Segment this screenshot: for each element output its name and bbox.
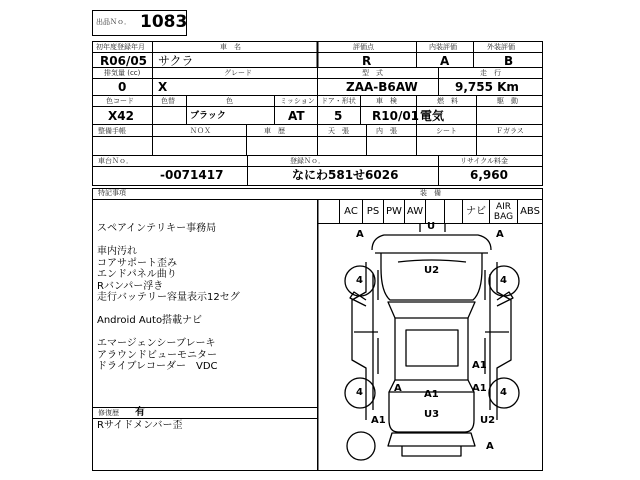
note-line: スペアインテリキー事務局	[97, 223, 217, 234]
displacement-value: 0	[118, 80, 127, 94]
recycle-value: 6,960	[470, 168, 508, 182]
repair-history-label: 修復歴	[98, 409, 119, 417]
note-line: Android Auto搭載ナビ	[97, 315, 203, 326]
damage-mark: U	[427, 221, 436, 232]
color-code-label: 色コード	[106, 97, 134, 105]
damage-mark: A	[486, 441, 494, 452]
damage-mark: A	[496, 229, 504, 240]
car-name-label: 車 名	[220, 43, 241, 51]
note-line	[97, 235, 315, 247]
mileage-value: 9,755 Km	[455, 80, 519, 94]
note-line: アラウンドビューモニター	[97, 349, 217, 361]
damage-mark: A1	[472, 360, 487, 371]
note-line: エマージェンシーブレーキ	[97, 338, 216, 349]
car-name-value: サクラ	[158, 54, 194, 68]
glass-label: Ｆガラス	[496, 127, 524, 135]
equipment-airbag: AIR BAG	[493, 202, 514, 222]
damage-mark: A1	[424, 389, 439, 400]
repair-note: Rサイドメンバー歪	[97, 420, 183, 431]
damage-mark: 4	[356, 275, 363, 286]
chassis-label: 車台Ｎｏ．	[98, 157, 133, 165]
history-label: 車 歴	[264, 127, 285, 135]
interior-trim-label: 内 張	[376, 127, 397, 135]
drive-label: 駆 動	[497, 97, 518, 105]
damage-mark: A	[394, 383, 402, 394]
note-line: 車内汚れ	[97, 246, 137, 257]
grade-label: グレード	[224, 69, 252, 77]
damage-mark: U3	[424, 409, 440, 420]
tone-label: 色替	[161, 97, 175, 105]
fuel-label: 燃 料	[437, 97, 458, 105]
doors-label: ドア・形状	[321, 97, 356, 105]
registration-label: 登録Ｎｏ．	[290, 157, 325, 165]
equipment-pw: PW	[386, 206, 402, 217]
damage-mark: A1	[371, 415, 386, 426]
maintenance-book-label: 整備手帳	[98, 127, 126, 135]
inspection-value: R10/01	[372, 109, 420, 123]
damage-mark: 4	[356, 387, 363, 398]
equipment-aw: AW	[406, 206, 424, 217]
seat-label: シート	[436, 127, 457, 135]
equipment-abs: ABS	[520, 206, 540, 217]
damage-mark: A	[356, 229, 364, 240]
notes-list	[97, 223, 315, 373]
nox-label: ＮＯＸ	[190, 127, 211, 135]
grade-value: X	[158, 80, 168, 94]
recycle-label: リサイクル料金	[460, 157, 509, 165]
color-value: ブラック	[190, 111, 226, 121]
note-line	[97, 327, 315, 339]
note-line: Rバンパー浮き	[97, 280, 164, 292]
color-label: 色	[226, 97, 233, 105]
interior-score-label: 内装評価	[429, 43, 457, 51]
transmission-value: AT	[288, 109, 305, 123]
damage-mark: 4	[500, 275, 507, 286]
damage-mark: A1	[472, 383, 487, 394]
damage-mark: U2	[424, 265, 440, 276]
score-value: R	[362, 54, 372, 68]
transmission-label: ミッション	[280, 97, 315, 105]
model-label: 型 式	[362, 69, 383, 77]
score-label: 評価点	[353, 43, 374, 51]
mileage-label: 走 行	[480, 69, 501, 77]
lot-label: 出品Ｎｏ．	[96, 18, 131, 26]
roof-label: 天 張	[328, 127, 349, 135]
repair-history-value: 有	[135, 407, 145, 418]
color-code-value: X42	[108, 109, 134, 123]
displacement-label: 排気量 (cc)	[104, 69, 141, 77]
note-line	[97, 304, 315, 316]
fuel-value: 電気	[420, 109, 445, 123]
exterior-score-label: 外装評価	[487, 43, 515, 51]
lot-number: 1083	[140, 12, 188, 32]
note-line: 走行バッテリー容量表示12セグ	[97, 292, 240, 303]
note-line: エンドパネル曲り	[97, 269, 177, 280]
model-value: ZAA-B6AW	[346, 80, 418, 94]
equipment-navi: ナビ	[466, 206, 486, 217]
chassis-value: -0071417	[160, 168, 224, 182]
first-registration-label: 初年度登録年月	[96, 43, 145, 51]
exterior-score-value: B	[504, 54, 514, 68]
interior-score-value: A	[440, 54, 450, 68]
notes-header: 特記事項	[98, 189, 126, 197]
note-line: コアサポート歪み	[97, 257, 177, 269]
equipment-ac: AC	[344, 206, 358, 217]
inspection-label: 車 検	[376, 97, 397, 105]
equipment-ps: PS	[366, 206, 380, 217]
equipment-header: 装 備	[420, 189, 441, 197]
damage-mark: U2	[480, 415, 496, 426]
registration-value: なにわ581せ6026	[292, 168, 399, 182]
doors-value: 5	[334, 109, 343, 123]
damage-mark: 4	[500, 387, 507, 398]
first-registration-value: R06/05	[100, 54, 148, 68]
note-line: ドライブレコーダー VDC	[97, 361, 218, 372]
